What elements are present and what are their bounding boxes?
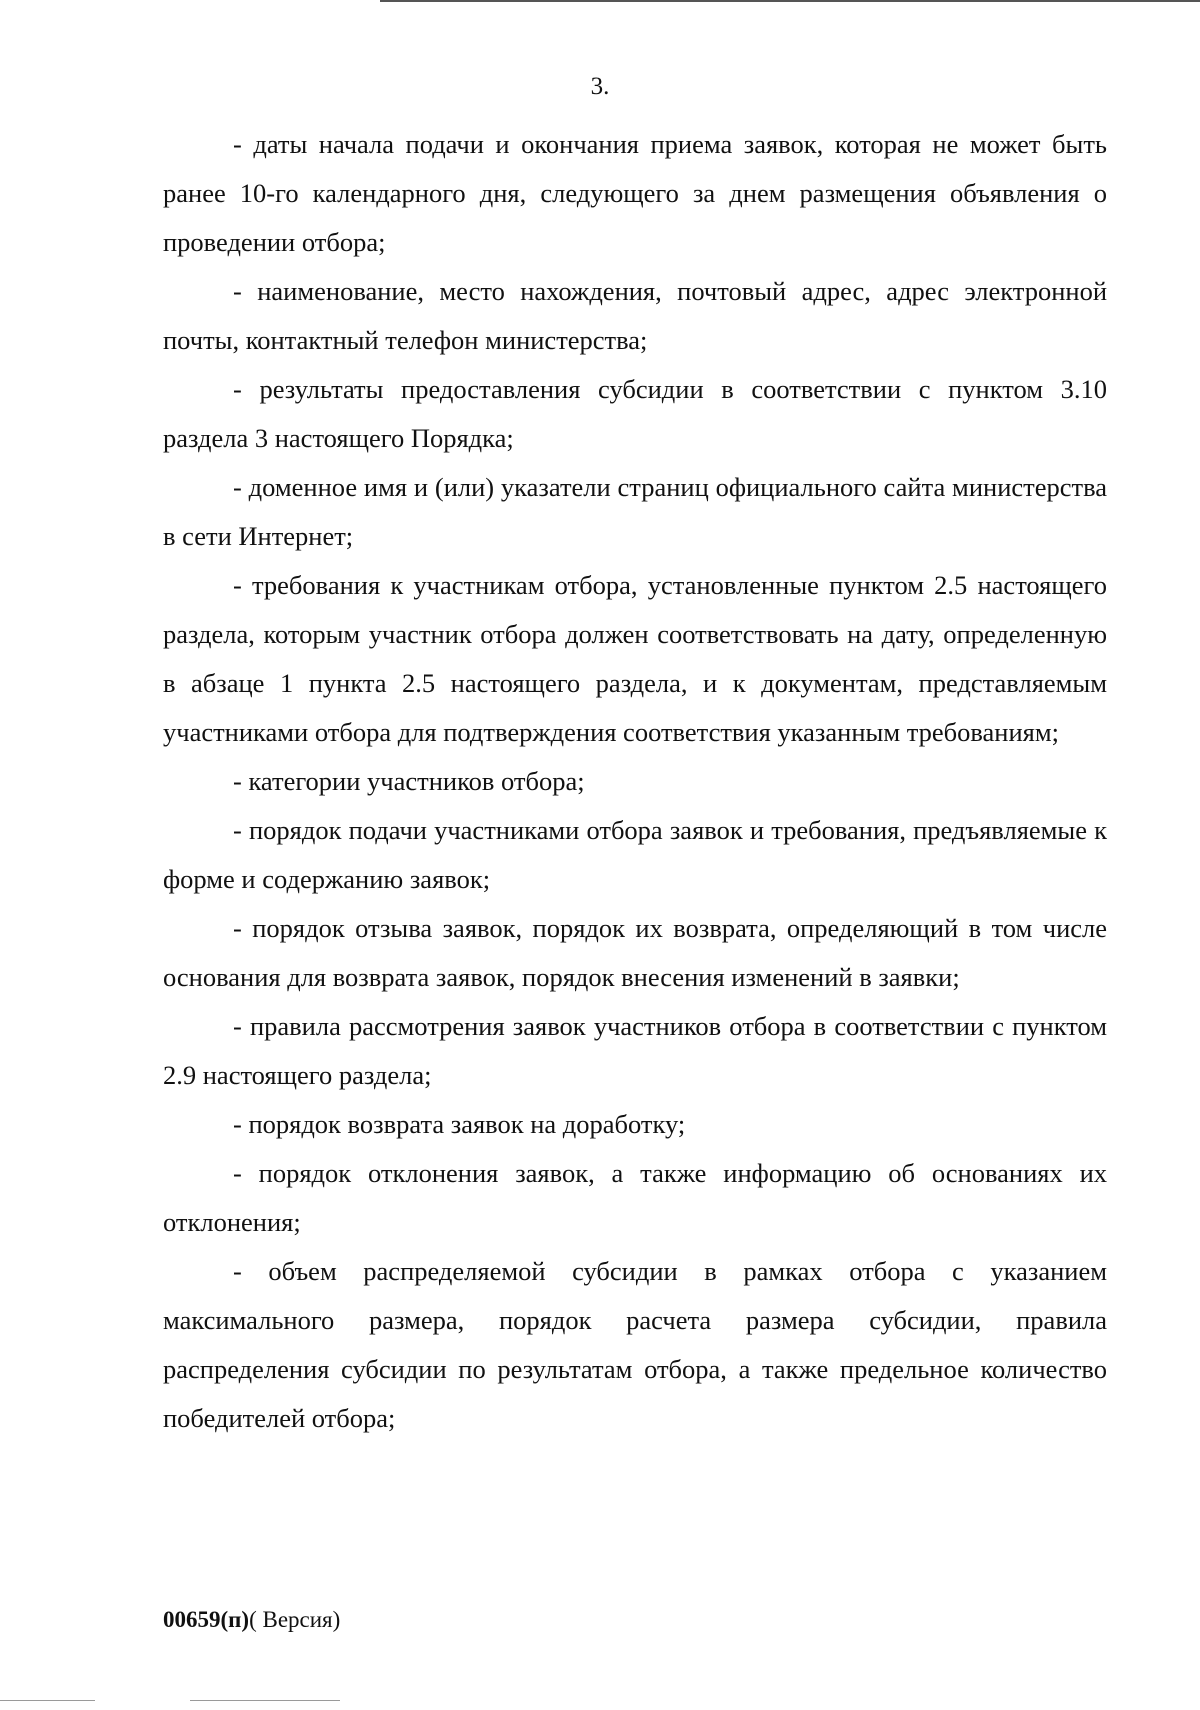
list-item: - порядок отклонения заявок, а также информацию об основаниях их отклонения; xyxy=(163,1158,1107,1237)
scan-edge-mark xyxy=(0,1700,95,1701)
list-item: - порядок возврата заявок на доработку; xyxy=(233,1109,686,1139)
document-body xyxy=(163,120,1107,1443)
scan-top-rule xyxy=(380,0,1200,2)
list-item: - наименование, место нахождения, почтовый адрес, адрес электронной почты, контактный телефон министерства; xyxy=(163,276,1107,355)
list-item: - объем распределяемой субсидии в рамках отбора с указанием максимального размера, порядок расчета размера субсидии, правила распределения субсидии по результатам отбора, а также предельное количество победителей отбора; xyxy=(163,1256,1107,1433)
list-item: - категории участников отбора; xyxy=(233,766,585,796)
list-item: - даты начала подачи и окончания приема заявок, которая не может быть ранее 10-го календарного дня, следующего за днем размещения объявления о проведении отбора; xyxy=(163,129,1107,257)
scan-edge-mark xyxy=(190,1700,340,1701)
list-item: - порядок отзыва заявок, порядок их возврата, определяющий в том числе основания для возврата заявок, порядок внесения изменений в заявки; xyxy=(163,913,1107,992)
list-item: - доменное имя и (или) указатели страниц официального сайта министерства в сети Интернет; xyxy=(163,472,1107,551)
document-code: 00659(п) xyxy=(163,1607,250,1632)
document-footer xyxy=(163,1605,340,1635)
list-item: - результаты предоставления субсидии в соответствии с пунктом 3.10 раздела 3 настоящего Порядка; xyxy=(163,374,1107,453)
page-number: 3. xyxy=(590,73,610,100)
document-version: ( Версия) xyxy=(249,1607,341,1632)
list-item: - требования к участникам отбора, установленные пунктом 2.5 настоящего раздела, которым участник отбора должен соответствовать на дату, определенную в абзаце 1 пункта 2.5 настоящего раздела, и к документам, представляемым участниками отбора для подтверждения соответствия указанным требованиям; xyxy=(163,570,1107,747)
list-item: - правила рассмотрения заявок участников отбора в соответствии с пунктом 2.9 настоящего раздела; xyxy=(163,1011,1107,1090)
list-item: - порядок подачи участниками отбора заявок и требования, предъявляемые к форме и содержанию заявок; xyxy=(163,815,1107,894)
